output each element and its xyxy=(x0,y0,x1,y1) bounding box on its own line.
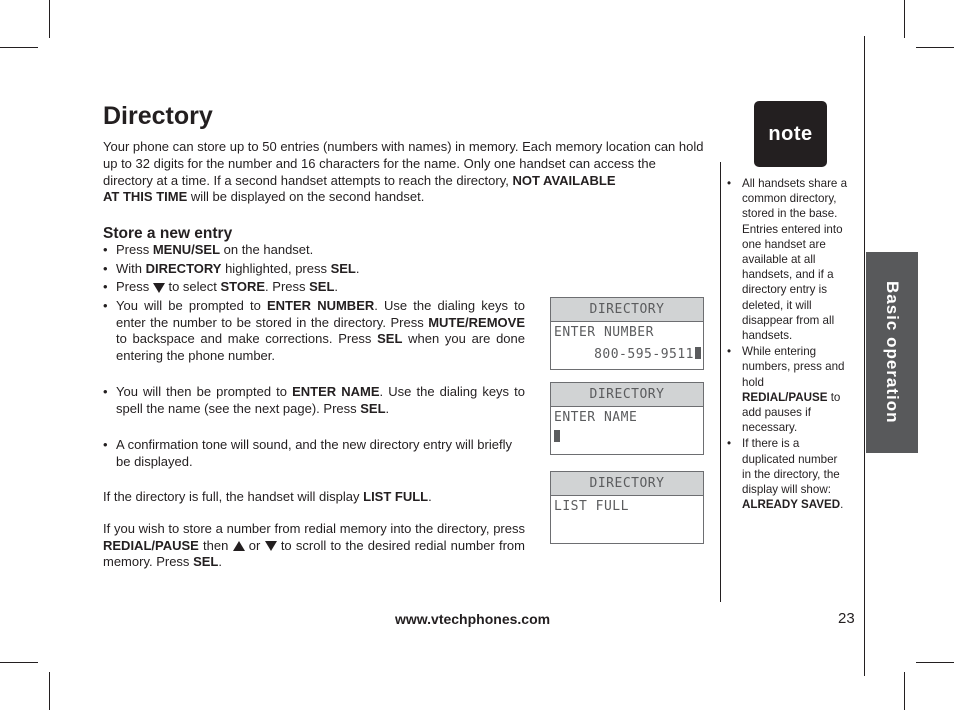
section-heading: Store a new entry xyxy=(103,225,233,242)
lcd-header: DIRECTORY xyxy=(551,472,703,496)
step-press-menu: • Press MENU/SEL on the handset. xyxy=(103,242,314,257)
cursor-icon xyxy=(695,347,701,359)
page-number: 23 xyxy=(838,610,855,627)
step-select-store: • Press to select STORE. Press SEL. xyxy=(103,279,339,294)
note-list xyxy=(727,176,849,513)
intro-paragraph: Your phone can store up to 50 entries (numbers with names) in memory. Each memory location can hold up to 32 digits for the number and 16 characters for the name. Only one handset can access the directory at a time. If a second handset attempts to reach the directory, NOT AVAILABLE AT THIS TIME will be displayed on the second handset. xyxy=(103,139,704,205)
section-tab-label: Basic operation xyxy=(883,281,902,424)
list-full-paragraph: If the directory is full, the handset will display LIST FULL. xyxy=(103,489,432,504)
arrow-down-icon xyxy=(265,541,277,551)
lcd-enter-number xyxy=(550,297,704,370)
step-directory-highlighted: • With DIRECTORY highlighted, press SEL. xyxy=(103,261,360,276)
arrow-down-icon xyxy=(153,283,165,293)
lcd-line: ENTER NAME xyxy=(554,410,638,425)
step-enter-name: • You will then be prompted to ENTER NAME. Use the dialing keys to spell the name (see the next page). Press SEL. xyxy=(103,384,525,416)
lcd-line: 800-595-9511 xyxy=(551,344,703,366)
note-item: • All handsets share a common directory, stored in the base. Entries entered into one handset are available at all handsets, and if a directory entry is deleted, it will disappear from all handsets. xyxy=(727,177,848,343)
divider xyxy=(720,162,721,602)
divider xyxy=(864,36,865,676)
cursor-icon xyxy=(554,430,560,442)
note-icon: note xyxy=(754,101,827,167)
step-confirmation: • A confirmation tone will sound, and the new directory entry will briefly be displayed. xyxy=(103,437,512,469)
note-item: • While entering numbers, press and hold REDIAL/PAUSE to add pauses if necessary. xyxy=(727,345,845,435)
lcd-header: DIRECTORY xyxy=(551,298,703,322)
page-title: Directory xyxy=(103,102,213,130)
redial-paragraph: If you wish to store a number from redial memory into the directory, press REDIAL/PAUSE then or to scroll to the desired redial number from memory. Press SEL. xyxy=(103,521,525,569)
lcd-line: ENTER NUMBER xyxy=(554,325,654,340)
lcd-list-full xyxy=(550,471,704,544)
lcd-line xyxy=(551,429,703,447)
arrow-up-icon xyxy=(233,541,245,551)
step-enter-number: • You will be prompted to ENTER NUMBER. Use the dialing keys to enter the number to be stored in the directory. Press MUTE/REMOVE to backspace and make corrections. Press SEL when you are done entering the phone number. xyxy=(103,298,525,363)
footer-url: www.vtechphones.com xyxy=(395,611,551,627)
note-item: • If there is a duplicated number in the directory, the display will show: ALREADY SAVED. xyxy=(727,437,844,512)
lcd-line: LIST FULL xyxy=(554,499,629,514)
lcd-header: DIRECTORY xyxy=(551,383,703,407)
section-tab xyxy=(866,252,918,453)
lcd-enter-name xyxy=(550,382,704,455)
